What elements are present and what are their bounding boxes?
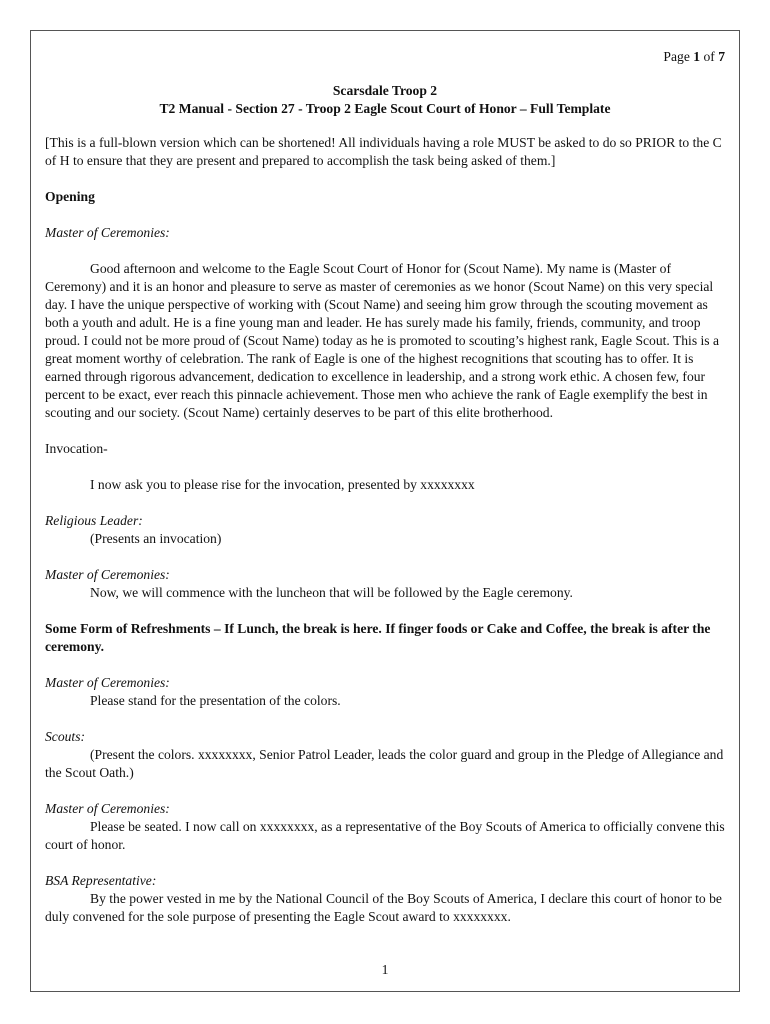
invocation-text: I now ask you to please rise for the invocation, presented by xxxxxxxx — [90, 477, 475, 492]
bsa-representative-text: By the power vested in me by the National Council of the Boy Scouts of America, I declare this court of honor to be duly convened for the sole purpose of presenting the Eagle Scout award to xxxxxxxx. — [45, 891, 722, 924]
religious-leader-text: (Presents an invocation) — [90, 531, 222, 546]
mc-speaker-2: Master of Ceremonies: — [45, 567, 170, 582]
invocation-label: Invocation- — [45, 441, 108, 456]
scouts-speaker: Scouts: — [45, 729, 86, 744]
scouts-text: (Present the colors. xxxxxxxx, Senior Patrol Leader, leads the color guard and group in the Pledge of Allegiance and the Scout Oath.) — [45, 747, 724, 780]
page-indicator — [45, 48, 725, 66]
mc-welcome-speech: Good afternoon and welcome to the Eagle Scout Court of Honor for (Scout Name). My name is (Master of Ceremony) and it is an honor and pleasure to serve as master of ceremonies as we honor (Scout Name) on this very special day. I have the unique perspective of working with (Scout Name) and seeing him grow through the scouting movement as both a youth and adult. He is a fine young man and leader. He has surely made his family, friends, community, and troop proud. I could not be more proud of (Scout Name) today as he is promoted to scouting’s highest rank, Eagle Scout. This is a great moment worthy of celebration. The rank of Eagle is one of the highest recognitions that scouting has to offer. It is earned through rigorous advancement, dedication to excellence in leadership, and a strong work ethic. A chosen few, four percent to be exact, ever reach this pinnacle achievement. Those men who achieve the rank of Eagle exemplify the best in scouting and our society. (Scout Name) certainly deserves to be part of this elite brotherhood. — [45, 261, 720, 420]
mc-luncheon-text: Now, we will commence with the luncheon that will be followed by the Eagle ceremony. — [90, 585, 573, 600]
refreshments-note: Some Form of Refreshments – If Lunch, the break is here. If finger foods or Cake and Coffee, the break is after the ceremony. — [45, 621, 711, 654]
mc-convene-text: Please be seated. I now call on xxxxxxxx, as a representative of the Boy Scouts of America to officially convene this court of honor. — [45, 819, 725, 852]
intro-note: [This is a full-blown version which can be shortened! All individuals having a role MUST be asked to do so PRIOR to the C of H to ensure that they are present and prepared to accomplish the task being asked of them.] — [45, 135, 722, 168]
bsa-representative-speaker: BSA Representative: — [45, 873, 157, 888]
document-body — [45, 48, 725, 944]
religious-leader-speaker: Religious Leader: — [45, 513, 143, 528]
mc-speaker-4: Master of Ceremonies: — [45, 801, 170, 816]
doc-title-line1: Scarsdale Troop 2 — [332, 83, 438, 98]
opening-heading: Opening — [45, 189, 95, 204]
page-of: of — [703, 49, 715, 64]
mc-speaker-1: Master of Ceremonies: — [45, 225, 170, 240]
footer-page-number: 1 — [381, 962, 389, 977]
page-current: 1 — [693, 49, 701, 64]
mc-colors-text: Please stand for the presentation of the colors. — [90, 693, 341, 708]
doc-title-line2: T2 Manual - Section 27 - Troop 2 Eagle Scout Court of Honor – Full Template — [159, 101, 611, 116]
page-total: 7 — [718, 49, 725, 64]
page-label: Page — [663, 49, 690, 64]
mc-speaker-3: Master of Ceremonies: — [45, 675, 170, 690]
